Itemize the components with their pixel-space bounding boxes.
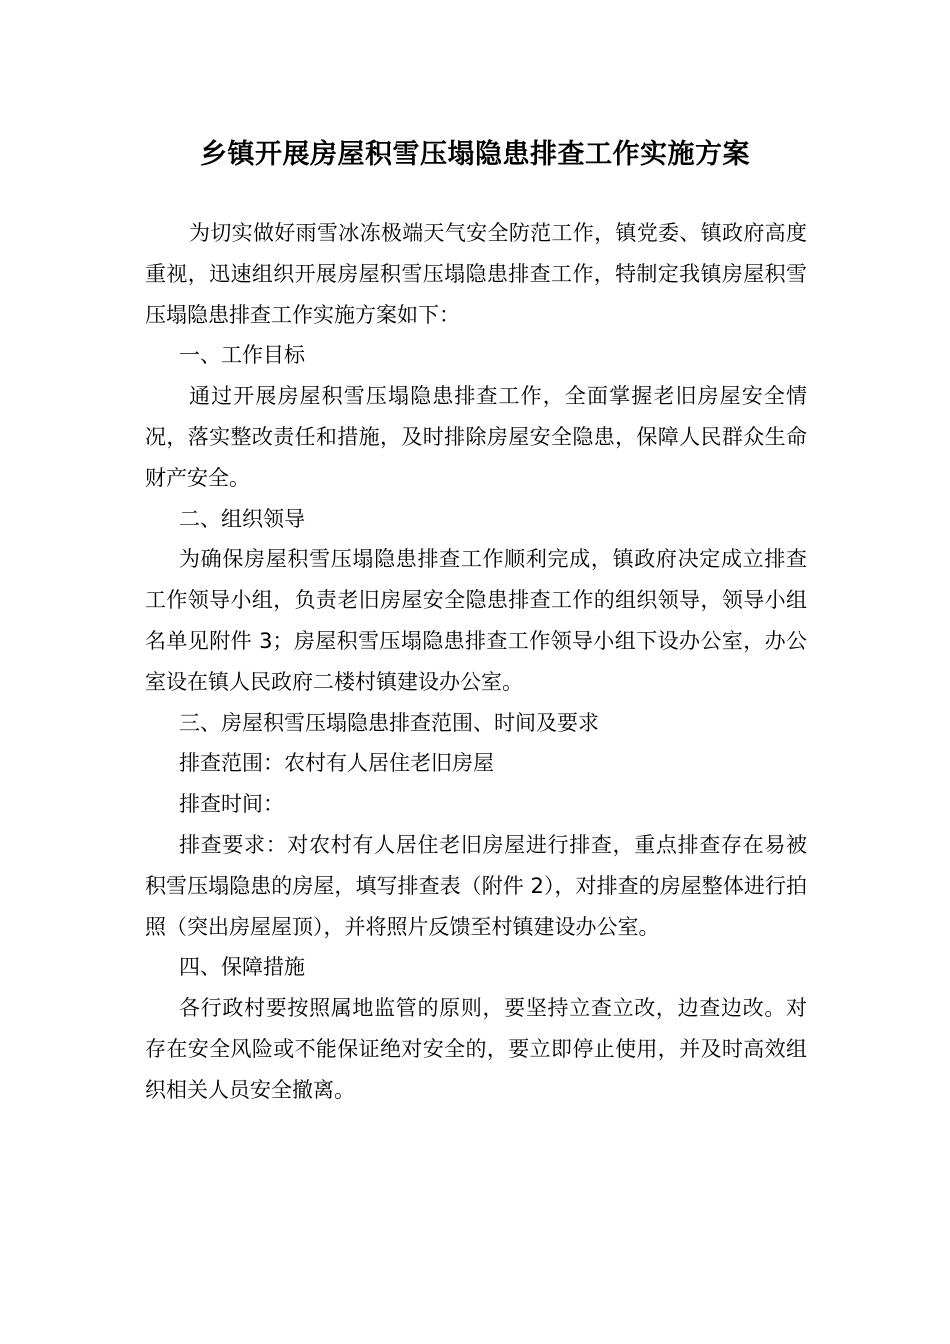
time-paragraph: 排查时间：: [179, 792, 284, 817]
section-heading-measures: 四、保障措施: [179, 955, 305, 980]
section-heading-leadership: 二、组织领导: [179, 506, 305, 531]
document-body: [145, 213, 807, 1111]
document-title: 乡镇开展房屋积雪压塌隐患排查工作实施方案: [200, 139, 750, 170]
goals-paragraph: 通过开展房屋积雪压塌隐患排查工作，全面掌握老旧房屋安全情况，落实整改责任和措施，及时排除房屋安全隐患，保障人民群众生命财产安全。: [145, 384, 807, 490]
section-heading-goals: 一、工作目标: [179, 343, 305, 368]
scope-paragraph: 排查范围：农村有人居住老旧房屋: [179, 751, 494, 776]
leadership-paragraph: 为确保房屋积雪压塌隐患排查工作顺利完成，镇政府决定成立排查工作领导小组，负责老旧房屋安全隐患排查工作的组织领导，领导小组名单见附件 3；房屋积雪压塌隐患排查工作领导小组下设办公室，办公室设在镇人民政府二楼村镇建设办公室。: [145, 547, 807, 694]
measures-paragraph: 各行政村要按照属地监管的原则，要坚持立查立改，边查边改。对存在安全风险或不能保证绝对安全的，要立即停止使用，并及时高效组织相关人员安全撤离。: [145, 996, 807, 1102]
requirements-paragraph: 排查要求：对农村有人居住老旧房屋进行排查，重点排查存在易被积雪压塌隐患的房屋，填写排查表（附件 2），对排查的房屋整体进行拍照（突出房屋屋顶），并将照片反馈至村镇建设办公室。: [145, 832, 807, 939]
section-heading-scope: 三、房屋积雪压塌隐患排查范围、时间及要求: [179, 710, 599, 735]
intro-paragraph: 为切实做好雨雪冰冻极端天气安全防范工作，镇党委、镇政府高度重视，迅速组织开展房屋积雪压塌隐患排查工作，特制定我镇房屋积雪压塌隐患排查工作实施方案如下：: [145, 221, 807, 327]
